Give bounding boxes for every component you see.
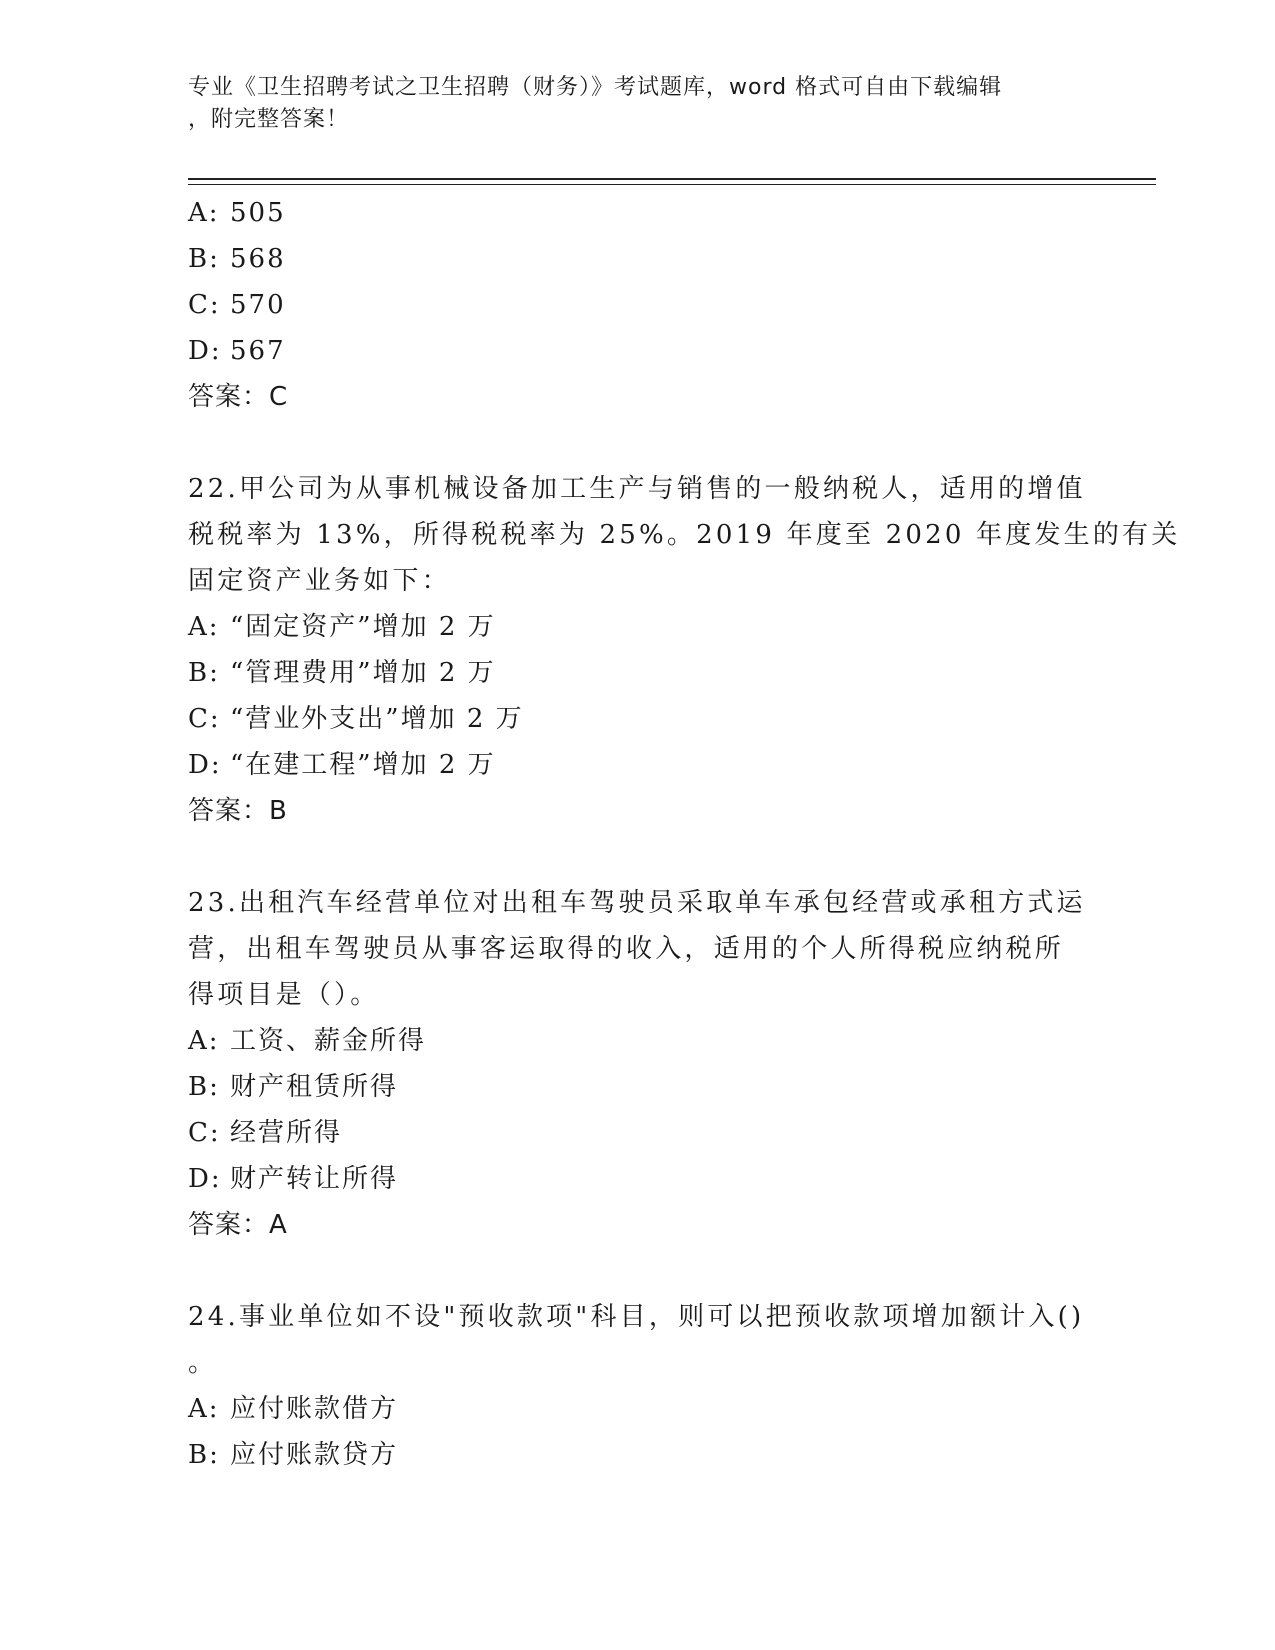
question-22 bbox=[188, 466, 1181, 834]
option-b bbox=[188, 236, 1088, 282]
option-text: 经营所得 bbox=[230, 1118, 343, 1148]
question-stem-line: 23.出租汽车经营单位对出租车驾驶员采取单车承包经营或承租方式运 bbox=[188, 888, 1086, 918]
option-letter: C: bbox=[188, 1118, 221, 1148]
header-line-1: 专业《卫生招聘考试之卫生招聘（财务）》考试题库，word 格式可自由下载编辑 bbox=[188, 75, 1003, 100]
spacer bbox=[188, 1248, 1088, 1294]
option-text: 505 bbox=[230, 198, 286, 228]
option-a bbox=[188, 604, 1088, 650]
option-text: 570 bbox=[230, 290, 286, 320]
option-a bbox=[188, 1386, 1088, 1432]
question-stem-line: 税税率为 13%，所得税税率为 25%。2019 年度至 2020 年度发生的有关 bbox=[188, 520, 1181, 550]
question-stem-line: 24.事业单位如不设"预收款项"科目，则可以把预收款项增加额计入() bbox=[188, 1302, 1085, 1332]
answer-line: 答案：A bbox=[188, 1210, 288, 1240]
option-letter: C: bbox=[188, 704, 221, 734]
option-letter: B: bbox=[188, 1440, 220, 1470]
option-text: “管理费用”增加 2 万 bbox=[230, 658, 496, 688]
option-letter: B: bbox=[188, 658, 220, 688]
option-text: 应付账款贷方 bbox=[230, 1440, 399, 1470]
option-letter: B: bbox=[188, 1072, 220, 1102]
option-letter: A: bbox=[188, 198, 220, 228]
option-a bbox=[188, 190, 1088, 236]
option-c bbox=[188, 696, 1088, 742]
answer-line: 答案：B bbox=[188, 796, 288, 826]
option-text: “固定资产”增加 2 万 bbox=[230, 612, 496, 642]
question-stem-line: 得项目是（）。 bbox=[188, 980, 380, 1010]
option-letter: A: bbox=[188, 1394, 220, 1424]
spacer bbox=[188, 420, 1088, 466]
question-21-continued bbox=[188, 190, 1088, 420]
option-b bbox=[188, 650, 1088, 696]
option-letter: D: bbox=[188, 336, 222, 366]
document-header bbox=[188, 72, 1068, 136]
question-24 bbox=[188, 1294, 1088, 1478]
option-c bbox=[188, 282, 1088, 328]
option-letter: D: bbox=[188, 750, 222, 780]
answer-line: 答案：C bbox=[188, 382, 289, 412]
spacer bbox=[188, 834, 1088, 880]
option-text: 财产租赁所得 bbox=[230, 1072, 399, 1102]
option-text: 应付账款借方 bbox=[230, 1394, 399, 1424]
option-d bbox=[188, 328, 1088, 374]
option-c bbox=[188, 1110, 1088, 1156]
question-stem-line: 22.甲公司为从事机械设备加工生产与销售的一般纳税人，适用的增值 bbox=[188, 474, 1086, 504]
option-text: 财产转让所得 bbox=[230, 1164, 399, 1194]
option-d bbox=[188, 742, 1088, 788]
option-letter: B: bbox=[188, 244, 220, 274]
option-text: 工资、薪金所得 bbox=[230, 1026, 427, 1056]
question-23 bbox=[188, 880, 1088, 1248]
question-content bbox=[188, 190, 1181, 1478]
option-text: 567 bbox=[230, 336, 286, 366]
option-letter: C: bbox=[188, 290, 221, 320]
option-b bbox=[188, 1432, 1088, 1478]
header-rule-thick bbox=[188, 178, 1156, 180]
header-rule-thin bbox=[188, 184, 1156, 185]
question-stem-line: 。 bbox=[188, 1348, 218, 1378]
option-d bbox=[188, 1156, 1088, 1202]
question-stem-line: 固定资产业务如下： bbox=[188, 566, 451, 596]
option-letter: A: bbox=[188, 1026, 220, 1056]
option-a bbox=[188, 1018, 1088, 1064]
option-letter: D: bbox=[188, 1164, 222, 1194]
option-text: “营业外支出”增加 2 万 bbox=[230, 704, 524, 734]
option-letter: A: bbox=[188, 612, 220, 642]
header-line-2: ，附完整答案！ bbox=[188, 107, 350, 132]
option-text: 568 bbox=[230, 244, 286, 274]
question-stem-line: 营，出租车驾驶员从事客运取得的收入，适用的个人所得税应纳税所 bbox=[188, 934, 1065, 964]
option-b bbox=[188, 1064, 1088, 1110]
option-text: “在建工程”增加 2 万 bbox=[230, 750, 496, 780]
